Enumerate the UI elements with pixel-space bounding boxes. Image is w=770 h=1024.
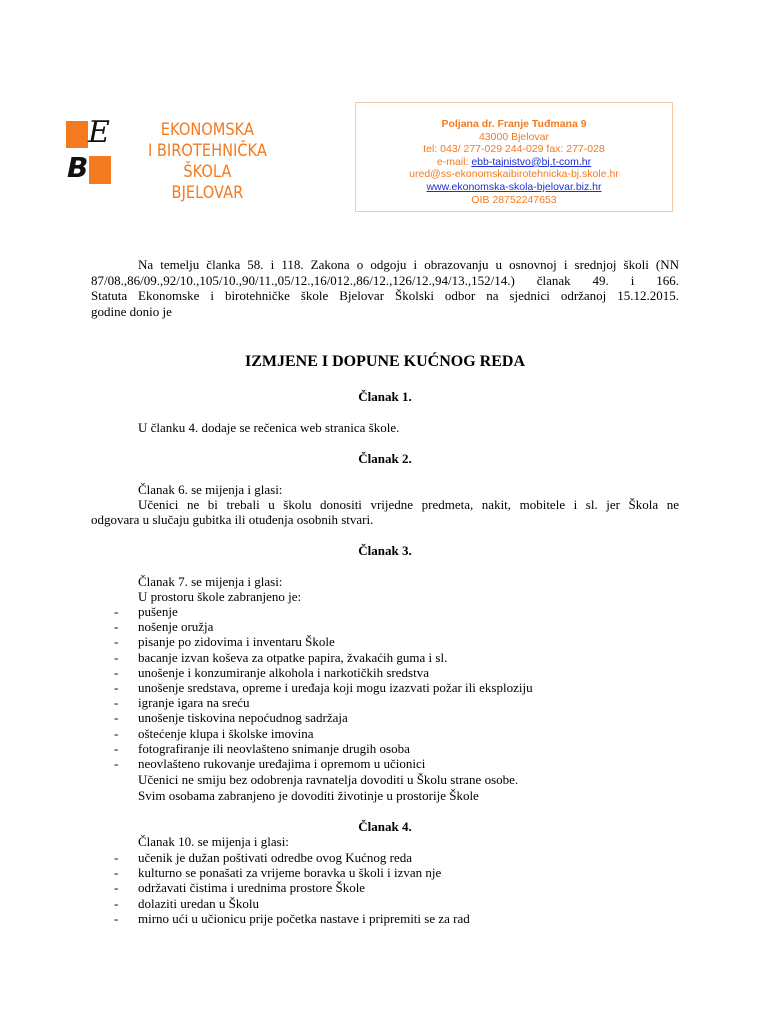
list-item: - pisanje po zidovima i inventaru Škole xyxy=(114,634,335,650)
logo-letter-e: E xyxy=(88,115,110,150)
list-item: - održavati čistima i urednima prostore Škole xyxy=(114,880,366,896)
logo-line-3: BJELOVAR xyxy=(171,183,244,203)
list-item: - unošenje tiskovina nepoćudnog sadržaja xyxy=(114,710,348,726)
logo-line-2: I BIROTEHNIČKA ŠKOLA xyxy=(147,141,267,182)
email-label: e-mail: xyxy=(436,155,472,168)
intro-line-2: 87/08.,86/09.,92/10.,105/10.,90/11.,05/12.,16/012.,86/12.,126/12.,94/13.,152/14.) članak 49. i 166. xyxy=(91,272,679,288)
list-item: - pušenje xyxy=(114,604,178,619)
article-2-line-3: odgovara u slučaju gubitka ili otuđenja osobnih stvari. xyxy=(91,512,374,527)
address-email-line xyxy=(356,156,672,169)
list-item: - dolaziti uredan u Školu xyxy=(114,895,259,911)
intro-line-4: godine donio je xyxy=(91,303,172,319)
list-item: - mirno ući u učionicu prije početka nastave i pripremiti se za rad xyxy=(114,910,470,926)
school-logo xyxy=(64,115,314,203)
website-link[interactable]: www.ekonomska-skola-bjelovar.biz.hr xyxy=(426,180,602,193)
intro-line-1: Na temelju članka 58. i 118. Zakona o odgoju i obrazovanju u osnovnoj i srednjoj školi (NN xyxy=(138,257,679,272)
list-item: - igranje igara na sreću xyxy=(114,695,250,711)
article-2-heading: Članak 2. xyxy=(358,451,412,466)
address-phone: tel: 043/ 277-029 244-029 fax: 277-028 xyxy=(423,143,605,156)
address-box xyxy=(355,102,673,212)
article-1-heading: Članak 1. xyxy=(358,389,412,404)
list-item: - učenik je dužan poštivati odredbe ovog Kućnog reda xyxy=(114,850,412,865)
logo-letter-b: B xyxy=(67,151,89,184)
article-3-line-1: Članak 7. se mijenja i glasi: xyxy=(138,574,283,589)
article-3-list xyxy=(0,604,533,771)
article-3-heading: Članak 3. xyxy=(358,543,412,558)
logo-orange-square-top xyxy=(66,121,88,148)
intro-line-3: Statuta Ekonomske i birotehničke škole Bjelovar Školski odbor na sjednici održanoj 15.12.2015. xyxy=(91,288,679,303)
email-link[interactable]: ebb-tajnistvo@bj.t-com.hr xyxy=(471,155,592,168)
list-item: - unošenje i konzumiranje alkohola i narkotičkih sredstva xyxy=(114,664,429,680)
address-website-line xyxy=(356,181,672,194)
address-oib: OIB 28752247653 xyxy=(471,193,557,206)
address-city: 43000 Bjelovar xyxy=(478,130,550,143)
list-item: - fotografiranje ili neovlašteno snimanje drugih osoba xyxy=(114,740,410,756)
article-4-line-1: Članak 10. se mijenja i glasi: xyxy=(138,834,289,849)
article-3-after-2: Svim osobama zabranjeno je dovoditi životinje u prostorije Škole xyxy=(138,788,479,803)
article-3-after-1: Učenici ne smiju bez odobrenja ravnatelja dovoditi u Školu strane osobe. xyxy=(138,772,519,787)
logo-school-name xyxy=(130,120,285,204)
article-4-heading: Članak 4. xyxy=(358,819,412,834)
intro-paragraph xyxy=(91,257,679,319)
address-street: Poljana dr. Franje Tuđmana 9 xyxy=(441,118,587,130)
address-email2: ured@ss-ekonomskaibirotehnicka-bj.skole.hr xyxy=(409,168,619,181)
list-item: - neovlašteno rukovanje uređajima i opremom u učionici xyxy=(114,756,426,772)
list-item: - nošenje oružja xyxy=(114,619,214,635)
article-1-text: U članku 4. dodaje se rečenica web stranica škole. xyxy=(138,420,400,435)
list-item: - unošenje sredstava, opreme i uređaja koji mogu izazvati požar ili eksploziju xyxy=(114,680,533,696)
article-2-line-1: Članak 6. se mijenja i glasi: xyxy=(138,482,283,497)
article-4-list xyxy=(0,850,470,926)
list-item: - oštećenje klupa i školske imovina xyxy=(114,725,314,741)
list-item: - bacanje izvan koševa za otpatke papira, žvakaćih guma i sl. xyxy=(114,649,448,665)
logo-line-1: EKONOMSKA xyxy=(160,120,255,140)
logo-orange-square-bottom xyxy=(89,156,111,184)
document-title: IZMJENE I DOPUNE KUĆNOG REDA xyxy=(244,353,525,370)
article-3-line-2: U prostoru škole zabranjeno je: xyxy=(138,589,302,604)
list-item: - kulturno se ponašati za vrijeme boravka u školi i izvan nje xyxy=(114,865,442,881)
article-2-line-2: Učenici ne bi trebali u školu donositi vrijedne predmeta, nakit, mobitele i sl. jer Škola ne xyxy=(138,497,679,512)
